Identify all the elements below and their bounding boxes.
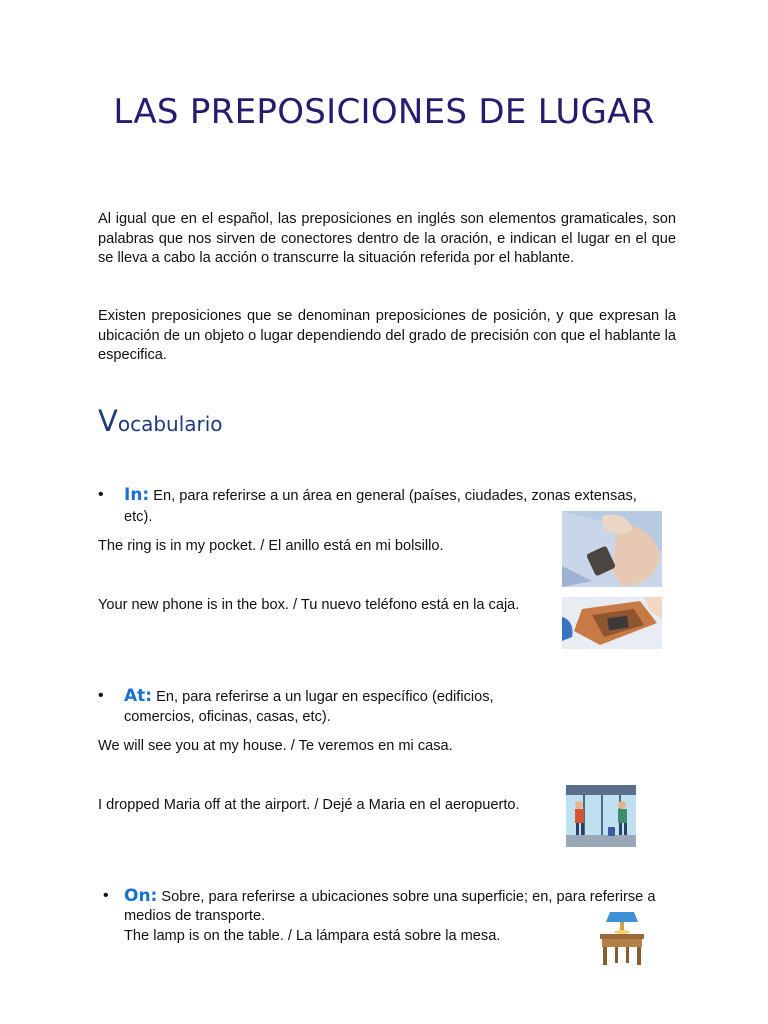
bullet-in: • bbox=[98, 486, 104, 503]
desc-on: Sobre, para referirse a ubicaciones sobre una superficie; en, para referirse a bbox=[161, 889, 656, 905]
section-heading-initial: V bbox=[98, 404, 118, 438]
example-in-1: The ring is in my pocket. / El anillo está en mi bolsillo. bbox=[98, 538, 444, 554]
desc-in-cont: etc). bbox=[124, 509, 153, 525]
desc-at-cont: comercios, oficinas, casas, etc). bbox=[124, 709, 331, 725]
desc-on-cont: medios de transporte. bbox=[124, 908, 266, 924]
item-in bbox=[124, 485, 684, 506]
example-at-2: I dropped Maria off at the airport. / Dejé a Maria en el aeropuerto. bbox=[98, 797, 520, 813]
section-heading-rest: ocabulario bbox=[117, 412, 223, 436]
term-at: At: bbox=[124, 686, 153, 706]
example-in-2: Your new phone is in the box. / Tu nuevo teléfono está en la caja. bbox=[98, 597, 520, 613]
bullet-at: • bbox=[98, 687, 104, 704]
airport-image bbox=[566, 785, 636, 847]
intro-paragraph-2: Existen preposiciones que se denominan preposiciones de posición, y que expresan la ubicación de un objeto o lugar dependiendo del grado de precisión con que el hablante la especifica. bbox=[98, 308, 676, 363]
bullet-on: • bbox=[103, 887, 109, 904]
desc-in: En, para referirse a un área en general (países, ciudades, zonas extensas, bbox=[153, 488, 637, 504]
ring-pocket-image bbox=[562, 511, 662, 587]
term-on: On: bbox=[124, 886, 158, 906]
item-at bbox=[124, 686, 684, 707]
intro-paragraph-1: Al igual que en el español, las preposiciones en inglés son elementos gramaticales, son palabras que nos sirven de conectores dentro de la oración, e indican el lugar en el que se lleva a cabo la acción o transcurre la situación referida por el hablante. bbox=[98, 211, 676, 266]
term-in: In: bbox=[124, 485, 150, 505]
example-on-1: The lamp is on the table. / La lámpara está sobre la mesa. bbox=[124, 928, 501, 944]
section-heading bbox=[98, 404, 223, 438]
example-at-1: We will see you at my house. / Te veremos en mi casa. bbox=[98, 738, 453, 754]
lamp-table-image bbox=[582, 908, 662, 968]
item-on bbox=[124, 886, 694, 907]
page-title: LAS PREPOSICIONES DE LUGAR bbox=[113, 92, 655, 132]
phone-box-image bbox=[562, 597, 662, 649]
desc-at: En, para referirse a un lugar en específico (edificios, bbox=[156, 689, 494, 705]
